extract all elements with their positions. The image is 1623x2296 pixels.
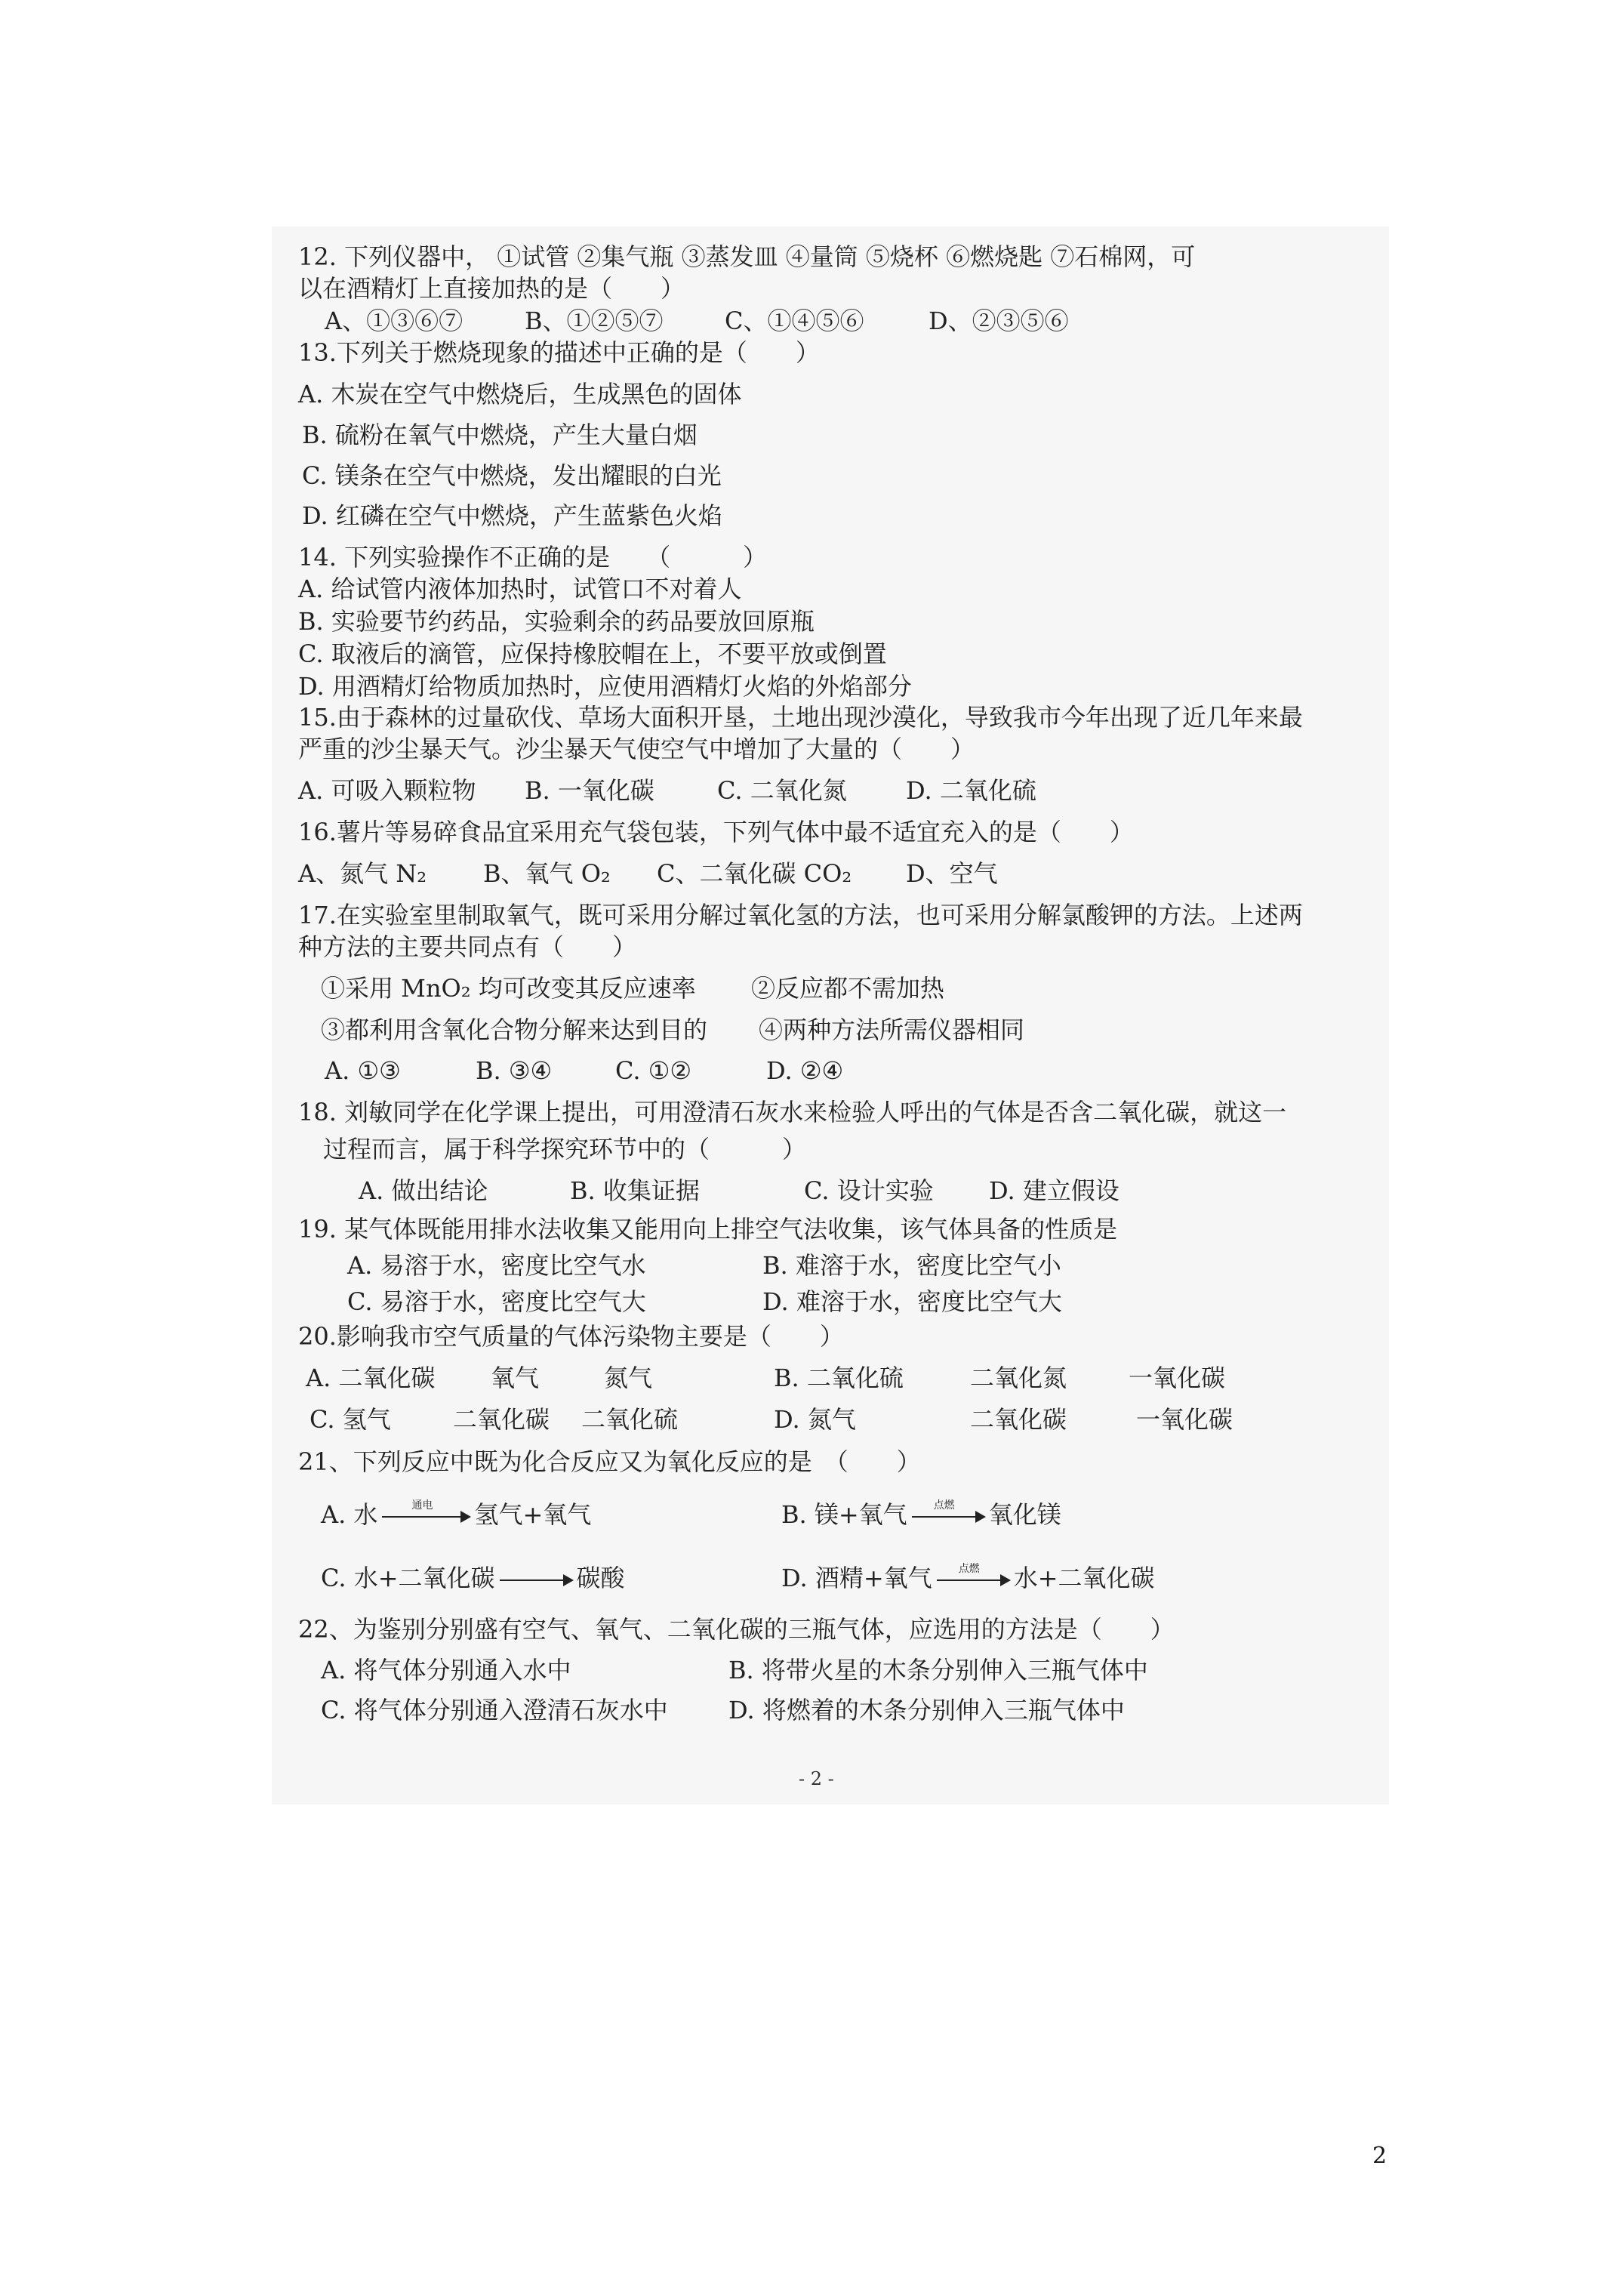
q20-b-1: B. 二氧化硫 [774, 1364, 904, 1392]
q22-option-d: D. 将燃着的木条分别伸入三瓶气体中 [728, 1696, 1125, 1724]
q20-b-2: 二氧化氮 [970, 1364, 1067, 1392]
q17-option-c: C. ①② [615, 1056, 692, 1085]
q21-option-a [321, 1499, 591, 1530]
q20-c-3: 二氧化硫 [581, 1405, 679, 1434]
q21-a-product: 氢气+氧气 [474, 1500, 592, 1529]
q17-option-d: D. ②④ [766, 1056, 844, 1085]
q18-stem-line2: 过程而言，属于科学探究环节中的（ ） [323, 1135, 807, 1163]
q21-option-d [781, 1563, 1155, 1593]
q19-option-b: B. 难溶于水，密度比空气小 [762, 1251, 1061, 1280]
q20-d-1: D. 氮气 [774, 1405, 856, 1434]
q14-option-b: B. 实验要节约药品，实验剩余的药品要放回原瓶 [298, 607, 815, 636]
q20-c-1: C. 氢气 [310, 1405, 391, 1434]
q20-c-2: 二氧化碳 [453, 1405, 550, 1434]
q17-point-3: ③都利用含氧化合物分解来达到目的 [321, 1015, 708, 1044]
q15-option-a: A. 可吸入颗粒物 [298, 776, 476, 805]
q21-stem: 21、下列反应中既为化合反应又为氧化反应的是 （ ） [298, 1447, 921, 1476]
q19-stem: 19. 某气体既能用排水法收集又能用向上排空气法收集，该气体具备的性质是 [298, 1215, 1118, 1244]
q20-a-3: 氮气 [604, 1364, 653, 1392]
q12-option-a: A、①③⑥⑦ [325, 307, 463, 335]
q19-option-a: A. 易溶于水，密度比空气水 [347, 1251, 646, 1280]
q16-option-a: A、氮气 N₂ [298, 859, 427, 888]
q17-option-b: B. ③④ [476, 1056, 553, 1085]
q15-stem-line1: 15.由于森林的过量砍伐、草场大面积开垦，土地出现沙漠化，导致我市今年出现了近几年来最 [298, 703, 1303, 732]
q18-stem-line1: 18. 刘敏同学在化学课上提出，可用澄清石灰水来检验人呼出的气体是否含二氧化碳，就这一 [298, 1098, 1287, 1126]
q21-option-c [321, 1563, 625, 1593]
q15-option-c: C. 二氧化氮 [717, 776, 847, 805]
q20-d-3: 一氧化碳 [1136, 1405, 1233, 1434]
q21-option-b [781, 1499, 1061, 1530]
q14-option-c: C. 取液后的滴管，应保持橡胶帽在上，不要平放或倒置 [298, 639, 887, 668]
q17-stem-line2: 种方法的主要共同点有（ ） [298, 932, 637, 961]
q18-option-d: D. 建立假设 [989, 1176, 1119, 1205]
q22-option-b: B. 将带火星的木条分别伸入三瓶气体中 [728, 1656, 1148, 1684]
q15-stem-line2: 严重的沙尘暴天气。沙尘暴天气使空气中增加了大量的（ ） [298, 735, 975, 763]
q21-a-condition: 通电 [411, 1499, 433, 1512]
reaction-arrow-icon [498, 1563, 574, 1593]
q21-b-reactant: B. 镁+氧气 [781, 1500, 907, 1529]
q19-option-c: C. 易溶于水，密度比空气大 [347, 1287, 646, 1316]
q17-option-a: A. ①③ [325, 1056, 401, 1085]
q20-a-2: 氧气 [491, 1364, 540, 1392]
q12-stem-line2: 以在酒精灯上直接加热的是（ ） [298, 274, 685, 303]
q12-option-b: B、①②⑤⑦ [525, 307, 664, 335]
q16-stem: 16.薯片等易碎食品宜采用充气袋包装，下列气体中最不适宜充入的是（ ） [298, 818, 1134, 846]
q17-point-2: ②反应都不需加热 [751, 974, 945, 1003]
q16-option-d: D、空气 [906, 859, 998, 888]
q22-option-c: C. 将气体分别通入澄清石灰水中 [321, 1696, 668, 1724]
q20-b-3: 一氧化碳 [1129, 1364, 1226, 1392]
page-number: 2 [1372, 2143, 1387, 2169]
q16-option-c: C、二氧化碳 CO₂ [657, 859, 852, 888]
q13-option-a: A. 木炭在空气中燃烧后，生成黑色的固体 [298, 380, 742, 408]
q18-option-c: C. 设计实验 [804, 1176, 934, 1205]
q21-b-product: 氧化镁 [988, 1500, 1061, 1529]
q20-a-1: A. 二氧化碳 [306, 1364, 436, 1392]
reaction-arrow-icon [935, 1563, 1011, 1593]
q13-option-b: B. 硫粉在氧气中燃烧，产生大量白烟 [302, 421, 698, 449]
q14-option-a: A. 给试管内液体加热时，试管口不对着人 [298, 575, 742, 603]
reaction-arrow-icon [910, 1499, 986, 1530]
q20-d-2: 二氧化碳 [970, 1405, 1067, 1434]
q21-c-reactant: C. 水+二氧化碳 [321, 1564, 495, 1592]
q18-option-a: A. 做出结论 [359, 1176, 488, 1205]
q15-option-b: B. 一氧化碳 [525, 776, 654, 805]
q17-point-1: ①采用 MnO₂ 均可改变其反应速率 [321, 974, 696, 1003]
q12-stem-line1: 12. 下列仪器中， ①试管 ②集气瓶 ③蒸发皿 ④量筒 ⑤烧杯 ⑥燃烧匙 ⑦石棉网，可 [298, 242, 1196, 271]
q19-option-d: D. 难溶于水，密度比空气大 [762, 1287, 1062, 1316]
q21-d-reactant: D. 酒精+氧气 [781, 1564, 932, 1592]
q14-stem: 14. 下列实验操作不正确的是 （ ） [298, 543, 768, 572]
q22-option-a: A. 将气体分别通入水中 [321, 1656, 571, 1684]
q21-c-product: 碳酸 [576, 1564, 625, 1592]
q21-b-condition: 点燃 [933, 1499, 955, 1512]
q17-point-4: ④两种方法所需仪器相同 [759, 1015, 1025, 1044]
q12-option-c: C、①④⑤⑥ [725, 307, 864, 335]
q16-option-b: B、氧气 O₂ [483, 859, 611, 888]
q18-option-b: B. 收集证据 [570, 1176, 700, 1205]
reaction-arrow-icon [380, 1499, 471, 1530]
q21-d-product: 水+二氧化碳 [1013, 1564, 1155, 1592]
q15-option-d: D. 二氧化硫 [906, 776, 1036, 805]
q17-stem-line1: 17.在实验室里制取氧气，既可采用分解过氧化氢的方法，也可采用分解氯酸钾的方法。上述两 [298, 901, 1303, 929]
q21-a-reactant: A. 水 [321, 1500, 378, 1529]
q13-stem: 13.下列关于燃烧现象的描述中正确的是（ ） [298, 338, 820, 367]
q12-option-d: D、②③⑤⑥ [929, 307, 1069, 335]
q13-option-c: C. 镁条在空气中燃烧，发出耀眼的白光 [302, 461, 722, 490]
q20-stem: 20.影响我市空气质量的气体污染物主要是（ ） [298, 1322, 844, 1351]
q13-option-d: D. 红磷在空气中燃烧，产生蓝紫色火焰 [302, 501, 722, 530]
scan-page-marker: - 2 - [799, 1768, 834, 1789]
q14-option-d: D. 用酒精灯给物质加热时，应使用酒精灯火焰的外焰部分 [298, 672, 912, 701]
q22-stem: 22、为鉴别分别盛有空气、氧气、二氧化碳的三瓶气体，应选用的方法是（ ） [298, 1615, 1175, 1644]
q21-d-condition: 点燃 [958, 1563, 980, 1575]
